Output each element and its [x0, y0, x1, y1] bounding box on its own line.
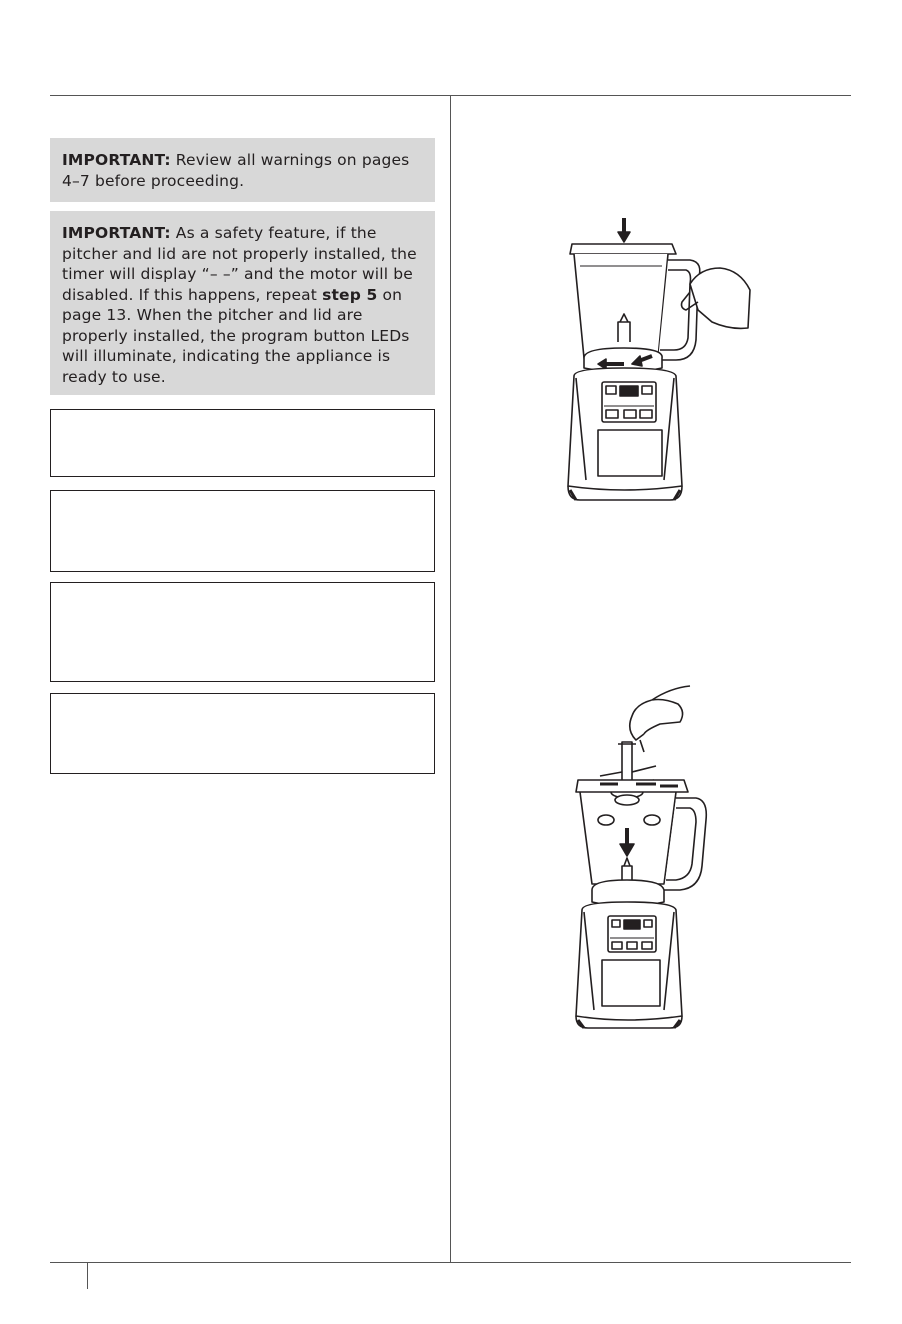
important-text-continued: on page 13. When the pitcher and lid are properly installed, the program button LEDs will illuminate, indicating the appliance is ready to use. — [62, 285, 410, 386]
important-text: Review all warnings on pages 4–7 before proceeding. — [62, 151, 410, 190]
empty-step-box-2 — [50, 490, 435, 572]
bottom-rule — [50, 1262, 851, 1263]
footer-tick — [87, 1262, 88, 1289]
blender-pitcher-install-illustration — [540, 210, 770, 510]
important-text: As a safety feature, if the pitcher and lid are not properly installed, the timer will display “– –” and the motor will be disabled. If this happens, repeat — [62, 224, 417, 304]
important-label: IMPORTANT: — [62, 151, 171, 169]
important-note-safety — [50, 211, 435, 395]
blade-assembly-insert-illustration — [560, 680, 750, 1030]
empty-step-box-4 — [50, 693, 435, 774]
step-reference: step 5 — [322, 285, 378, 304]
column-divider — [450, 95, 451, 1263]
important-note-warnings — [50, 138, 435, 202]
important-label: IMPORTANT: — [62, 224, 171, 242]
empty-step-box-3 — [50, 582, 435, 682]
empty-step-box-1 — [50, 409, 435, 477]
